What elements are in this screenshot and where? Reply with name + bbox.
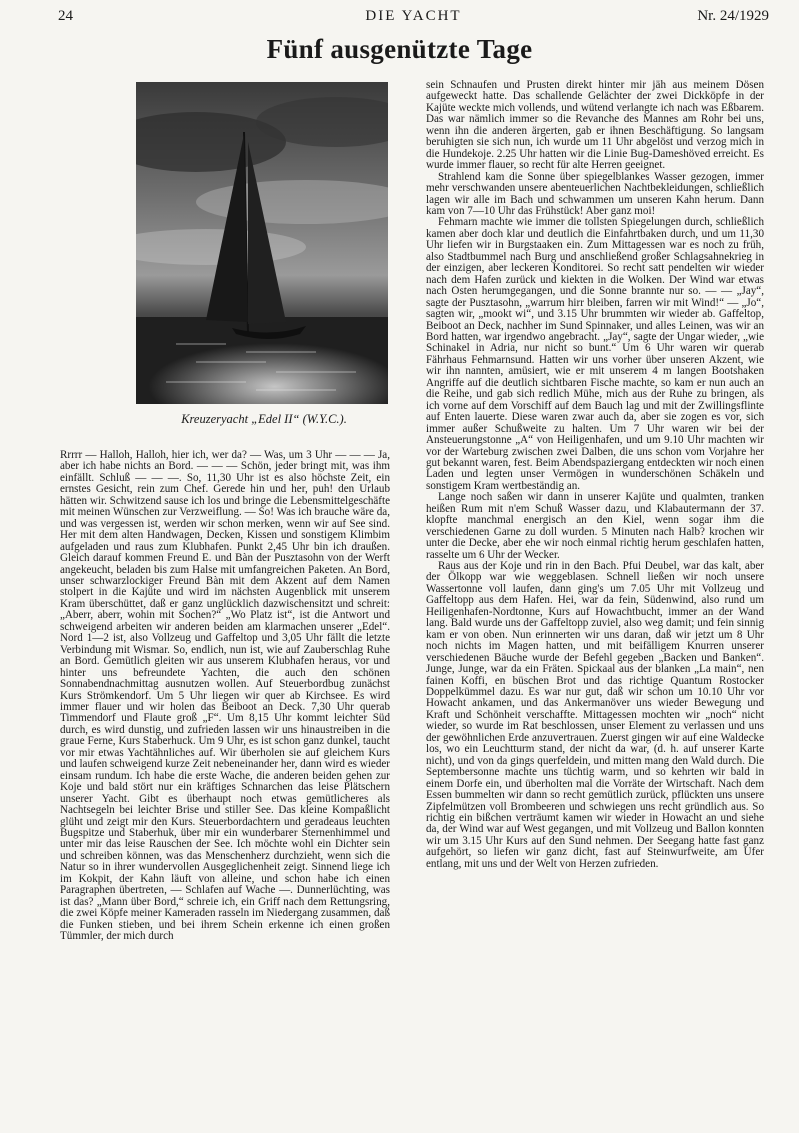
paragraph: Fehmarn machte wie immer die tollsten Spiegelungen durch, schließlich kamen aber doch klar und deutlich die Einfahrtbaken durch, und um 11,30 Uhr liefen wir in Burgstaaken ein. Zum Mittagessen war es noch zu früh, also Stadtbummel nach Burg und anschließend großer Schlagsahnekrieg in der einzigen, aber leckeren Konditorei. So recht satt pendelten wir wieder nach dem Hafen zurück und kiekten in die Wolken. Der Wind war etwas nach Osten herumgegangen, und die Sonne brannte nur so. — — „Jay“, sagte der Pusztasohn, „warrum hirr bleiben, farren wir mit Wind!“ — „Jo“, sagten wir, „mookt wi“, und 3.15 Uhr brummten wir wieder ab. Gaffeltop, Beiboot an Deck, nachher im Sund Spinnaker, und alles Leinen, was wir an Bord hatten, war irgendwo angebracht. „Jay“, sagte der Ungar wieder, „wie Schinakel in Adria, nur nicht so bunt.“ Um 6 Uhr waren wir querab Fährhaus Fehmarnsund. Hatten wir uns vorher über unseren Akzent, wie wir ihn nannten, amüsiert, wie er mit unserem 4 m langen Bootshaken Angriffe auf die deutlich sichtbaren Fische machte, so kam er nun auch an die Reihe, und gab sich redlich Mühe, mich aus der Ruhe zu bringen, als ich vorne auf dem Vorschiff auf dem Bauch lag und mit der Zwillingsflinte auf Enten lauerte. Diese waren zwar auch da, aber sie zogen es vor, sich immer außer Schußweite zu halten. Um 7 Uhr waren wir bei der Ansteuerungstonne „A“ von Heiligenhafen, und um 9.10 Uhr machten wir vor der Warteburg zwischen zwei Dalben, die uns schon vom Vorjahre her gut bekannt waren, fest. Beim Abendspaziergang entdeckten wir noch einen Laden und legten unser Vermögen in wunderschönen Schäkeln und sonstigem Kram wertbeständig an. [426, 216, 764, 492]
article-title: Fünf ausgenützte Tage [266, 34, 533, 64]
paragraph: Raus aus der Koje und rin in den Bach. Pfui Deubel, war das kalt, aber der Ölkopp war wie weggeblasen. Schnell ließen wir noch unsere Wassertonne voll laufen, dann ging's um 7.05 Uhr mit Vollzeug und Gaffeltopp aus dem Hafen. Hei, war da fein, Südenwind, also rund um Heiligenhafen-Nordtonne, Kurs auf Howachtbucht, immer an der Wand lang. Bald wurde uns der Gaffeltopp zuviel, also weg damit; und fein sinnig kam er von oben. Nun erinnerten wir uns daran, daß wir jetzt um 8 Uhr noch nichts im Magen hatten, und mit beifälligem Knurren unserer verschiedenen Bäuche wurde der Befehl gegeben „Backen und Banken“. Junge, Junge, war da ein Fräten. Spickaal aus der blanken „La main“, nen fainen Koffi, en büschen Brot und das richtige Quantum Rostocker Doppelkümmel dazu. Es war nur gut, daß wir schon um 10.10 Uhr vor Howacht ankamen, und das Ankermanöver uns wieder Bewegung und Kraft und Schönheit verschaffte. Mittagessen mochten wir „noch“ nicht wieder, so wurde im Rat beschlossen, unser Element zu verlassen und uns der gewöhnlichen Erde anzuvertrauen. Zuerst gingen wir auf eine Waldecke los, wo ein Leuchtturm stand, der nicht da war, (d. h. auf unserer Karte nicht), und von da gings querfeldein, und mitten mang den Wald durch. Die Septembersonne machte uns tüchtig warm, und so kehrten wir bald in einem Dorfe ein, und überholten mal die Vorräte der Wirtschaft. Nach dem Essen bummelten wir dann so recht gemütlich zurück, pflückten uns unsere Zipfelmützen voll Brombeeren und schwiegen uns recht gründlich aus. So richtig ein bißchen verträumt kamen wir wieder in Howacht an und siehe da, der Wind war auf West gegangen, und mit Vollzeug und Ballon konnten wir um 3.15 Uhr Kurs auf den Sund nehmen. Der Seegang hatte fast ganz aufgehört, so liefen wir ganz dicht, fast auf Steinwurfweite, am Ufer entlang, mit uns und der Welt von Herzen zufrieden. [426, 560, 764, 870]
running-head [58, 8, 769, 26]
sailboat-icon [136, 82, 388, 404]
sailboat-photo [136, 82, 388, 404]
paragraph: Strahlend kam die Sonne über spiegelblankes Wasser gezogen, immer mehr verschwanden unsere abenteuerlichen Nachtbekleidungen, schließlich lagen wir alle im Bach und schwammen um unseren Kahn herum. Dann kam von 7—10 Uhr das Frühstück! Aber ganz moi! [426, 170, 764, 217]
paragraph: sein Schnaufen und Prusten direkt hinter mir jäh aus meinem Dösen aufgeweckt hatte. Das schallende Gelächter der zwei Dickköpfe in der Kajüte weckte mich vollends, und wütend verlangte ich nach was Eßbarem. Das war nämlich immer so die Revanche des Mannes am Rohr bei uns, wenn ihn die anderen ärgerten, gab er ihnen Beschäftigung. So langsam beruhigten sie sich nun, ich wurde um 11 Uhr abgelöst und verzog mich in die Hundekoje. 2.25 Uhr hatten wir die Linie Bug-Dameshöved erreicht. Es wurde immer flauer, so recht für alte Herren geeignet. [426, 79, 764, 172]
paragraph: Rrrrr — Halloh, Halloh, hier ich, wer da? — Was, um 3 Uhr — — — Ja, aber ich habe nichts an Bord. — — — Schön, jeder bringt mit, was ihm einfällt. Schluß — — —. So, 11,30 Uhr ist es also höchste Zeit, ein ernstes Gesicht, rein zum Chef. Gerede hin und her, puh! den Urlaub hätten wir. Schwitzend sause ich los und bringe die Lebensmittelgeschäfte mit meinen Wünschen zur Verzweiflung. — So! Was ich brauche wäre da, und was vergessen ist, werden wir schon merken, wenn wir auf See sind. Her mit dem alten Handwagen, Decken, Kissen und sonstigem Klimbim aufgeladen und raus zum Klubhafen. Punkt 2,45 Uhr bin ich draußen. Gleich darauf kommen Freund E. und Bàn der Pusztasohn von der Werft angekeucht, beladen bis zum Halse mit umfangreichen Paketen. An Bord, unser schwarzlockiger Freund Bàn mit dem Akzent auf dem Namen stolpert in die Kajüte und wird im nächsten Augenblick mit unserem Kram überschüttet, daß er ganz unglücklich dazwischensitzt und schreit: „Aberr, aberr, wohin mit Sochen?“ „Wo Platz ist“, ist die Antwort und schweigend arbeiten wir anderen beiden am klarmachen unserer „Edel“. Nord 1—2 ist, also Vollzeug und Gaffeltop und 3,05 Uhr fällt die letzte Verbindung mit Wismar. So, endlich, nun ist, wie auf Zauberschlag Ruhe an Bord. Gemütlich gleiten wir aus unserem Klubhafen heraus, vor und hinter uns befreundete Yachten, die auch den schönen Sonnabendnachmittag ausnutzen wollen. Auf Steuerbordbug zunächst Kurs Strömkendorf. Um 5 Uhr liegen wir quer ab Kirchsee. Es wird immer flauer und wir holen das Beiboot an Deck. 7,30 Uhr querab Timmendorf und Flaute groß „F“. Um 8,15 Uhr kommt leichter Süd durch, es wird dunstig, und zufrieden lassen wir uns hinaustreiben in die graue Ferne, Kurs Staberhuck. Um 9 Uhr, es ist schon ganz dunkel, taucht vor mir etwas Yachtähnliches auf. Wir überholen sie auf gleichem Kurs und laufen schweigend kurze Zeit nebeneinander her, dann wird es wieder einsam rundum. Ich habe die erste Wache, die anderen beiden gehen zur Koje und bald stört nur ein kräftiges Schnarchen das leise Plätschern unserer Yacht. Gibt es überhaupt noch etwas gemütlicheres als Nachtsegeln bei leichter Brise und stiller See. Das kleine Kompaßlicht glüht und zeigt mir den Kurs. Steuerbordachtern und geradeaus leuchten Bugspitze und Staberhuk, über mir ein wunderbarer Sternenhimmel und unter mir das leise Rauschen der See. Ich möchte wohl ein Dichter sein und schreiben können, was das Menschenherz durchzieht, wenn sich die Natur so in ihrer wundervollen Ausgeglichenheit zeigt. Sinnend liege ich im Kokpit, der Kahn läuft von alleine, und schon habe ich einen Paragraphen übertreten, — Schlafen auf Wache —. Dunnerlüchting, was ist das? „Mann über Bord,“ schreie ich, ein Griff nach dem Rettungsring, die zwei Köpfe meiner Kameraden rasseln im Niedergang zusammen, daß die Funken stieben, und bei ihrem Schein erkenne ich einen großen Tümmler, der mich durch [60, 449, 390, 943]
paragraph: Lange noch saßen wir dann in unserer Kajüte und qualmten, tranken heißen Rum mit n'em Schuß Wasser dazu, und Klabautermann der 37. klopfte manchmal energisch an den Kiel, wenn sogar ihm die verschiedenen Garne zu doll wurden. 5 Minuten nach Halb? krochen wir unter die Decke, aber ehe wir noch einmal richtig herum geschlafen hatten, rasselte um 6 Uhr der Wecker. [426, 491, 764, 561]
right-column [426, 80, 764, 870]
issue-number: Nr. 24/1929 [697, 8, 769, 24]
photo-caption: Kreuzeryacht „Edel II“ (W.Y.C.). [181, 412, 347, 426]
left-column [60, 450, 390, 942]
page-number: 24 [58, 8, 73, 24]
magazine-name: DIE YACHT [365, 8, 462, 24]
